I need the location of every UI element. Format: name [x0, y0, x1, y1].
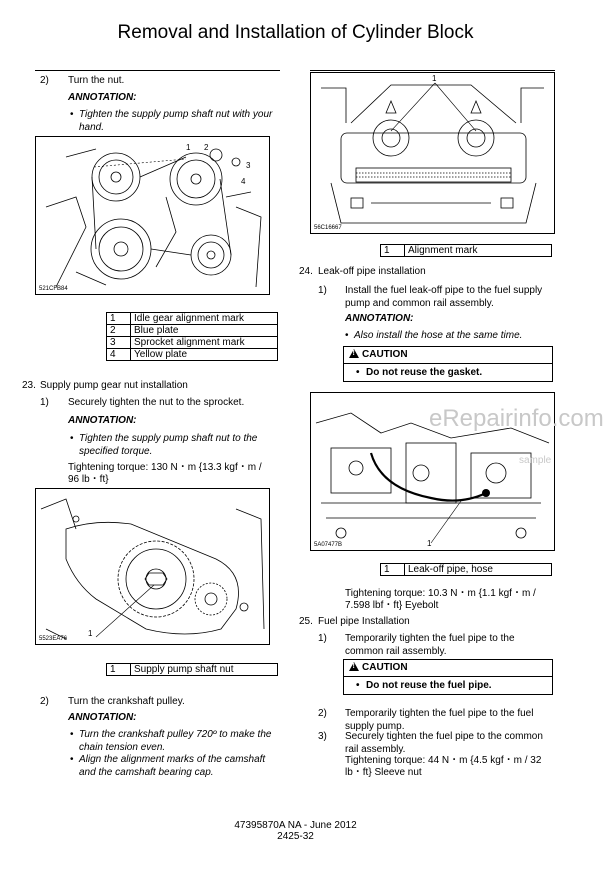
- footer-doc-id: 47395870A NA - June 2012: [234, 820, 357, 831]
- step-number: 1): [40, 397, 49, 408]
- annotation-label: ANNOTATION:: [68, 712, 137, 723]
- caution-header: !CAUTION: [344, 660, 552, 677]
- legend-row: 3 Sprocket alignment mark: [107, 337, 278, 349]
- step-text: Securely tighten the fuel pipe to the common rail assembly.: [345, 731, 543, 755]
- annotation-label: ANNOTATION:: [68, 92, 137, 103]
- section-heading: Supply pump gear nut installation: [40, 380, 188, 391]
- figure-id: 56C16667: [314, 225, 342, 231]
- step-text: Turn the crankshaft pulley.: [68, 696, 185, 707]
- column-divider: [35, 70, 280, 71]
- caution-box: [343, 659, 553, 695]
- step-text: Install the fuel leak-off pipe to the fuel supply pump and common rail assembly.: [345, 285, 543, 309]
- annotation-bullet: • Tighten the supply pump shaft nut to the specified torque.: [79, 433, 279, 458]
- section-heading: Fuel pipe Installation: [318, 616, 410, 627]
- torque-spec-line: 96 lb・ft}: [68, 474, 109, 485]
- annotation-bullet: • Also install the hose at the same time.: [354, 330, 554, 343]
- callout-2: 2: [204, 143, 209, 152]
- torque-spec-line: Tightening torque: 10.3 N・m {1.1 kgf・m /: [345, 588, 536, 599]
- callout-4: 4: [241, 177, 246, 186]
- engine-front-illustration: [36, 137, 269, 294]
- legend-table-4: [380, 563, 552, 576]
- caution-body: • Do not reuse the fuel pipe.: [344, 677, 552, 694]
- section-number: 23.: [22, 380, 36, 391]
- step-text: Securely tighten the nut to the sprocket.: [68, 397, 245, 408]
- footer-page-number: 2425-32: [277, 831, 314, 842]
- figure-id: 5A07477B: [314, 542, 343, 548]
- callout-1: 1: [186, 143, 191, 152]
- torque-spec-line: 7.598 lbf・ft} Eyebolt: [345, 600, 439, 611]
- page-title: Removal and Installation of Cylinder Block: [117, 22, 474, 43]
- legend-table-1: [106, 312, 278, 361]
- step-number: 3): [318, 731, 327, 742]
- figure-leak-off-pipe: [310, 392, 604, 551]
- warning-icon: [349, 662, 359, 671]
- torque-spec-line: lb・ft} Sleeve nut: [345, 767, 422, 778]
- step-text: Turn the nut.: [68, 75, 125, 86]
- annotation-label: ANNOTATION:: [345, 313, 414, 324]
- callout-1: 1: [432, 74, 437, 83]
- figure-id: 521CFB84: [39, 286, 68, 292]
- step-number: 1): [318, 633, 327, 644]
- step-text: Temporarily tighten the fuel pipe to the fuel supply pump.: [345, 708, 534, 732]
- figure-id: 5523EA76: [39, 636, 68, 642]
- legend-row: 1 Alignment mark: [381, 245, 552, 257]
- caution-box: [343, 346, 553, 382]
- step-number: 1): [318, 285, 327, 296]
- watermark-small: sample: [519, 455, 552, 466]
- watermark: eRepairinfo.com: [429, 405, 604, 432]
- annotation-bullet: • Tighten the supply pump shaft nut with your hand.: [79, 109, 279, 134]
- legend-row: 4 Yellow plate: [107, 349, 278, 361]
- legend-row: 2 Blue plate: [107, 325, 278, 337]
- torque-spec-line: Tightening torque: 44 N・m {4.5 kgf・m / 32: [345, 755, 542, 766]
- legend-row: 1 Leak-off pipe, hose: [381, 564, 552, 576]
- callout-1: 1: [427, 539, 432, 548]
- column-divider: [310, 70, 555, 71]
- legend-table-2: [106, 663, 278, 676]
- legend-row: 1 Supply pump shaft nut: [107, 664, 278, 676]
- annotation-bullet: • Align the alignment marks of the camshaft and the camshaft bearing cap.: [79, 754, 279, 779]
- callout-3: 3: [246, 161, 251, 170]
- step-number: 2): [40, 696, 49, 707]
- caution-body: • Do not reuse the gasket.: [344, 364, 552, 381]
- camshaft-illustration: [311, 73, 554, 233]
- callout-1: 1: [88, 629, 93, 638]
- section-number: 25.: [299, 616, 313, 627]
- sprocket-illustration: [36, 489, 269, 644]
- figure-chain-alignment: [35, 136, 270, 295]
- step-number: 2): [40, 75, 49, 86]
- step-text: Temporarily tighten the fuel pipe to the common rail assembly.: [345, 633, 515, 657]
- warning-icon: [349, 349, 359, 358]
- figure-camshaft-alignment: [310, 72, 555, 234]
- caution-header: !CAUTION: [344, 347, 552, 364]
- figure-pump-shaft-nut: [35, 488, 270, 645]
- annotation-bullet: • Turn the crankshaft pulley 720º to make the chain tension even.: [79, 729, 279, 754]
- torque-spec-line: Tightening torque: 130 N・m {13.3 kgf・m /: [68, 462, 262, 473]
- legend-row: 1 Idle gear alignment mark: [107, 313, 278, 325]
- annotation-label: ANNOTATION:: [68, 415, 137, 426]
- section-number: 24.: [299, 266, 313, 277]
- legend-table-3: [380, 244, 552, 257]
- section-heading: Leak-off pipe installation: [318, 266, 426, 277]
- step-number: 2): [318, 708, 327, 719]
